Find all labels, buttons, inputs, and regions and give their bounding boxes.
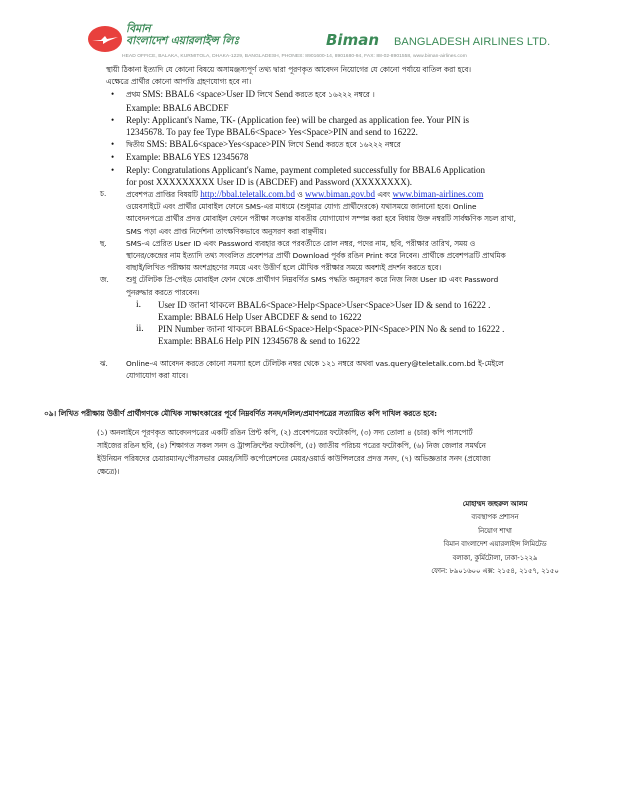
sub-item-line: User ID জানা থাকলে BBAL6<Space>Help<Space>User<Space>User ID & send to 16222 . bbox=[158, 299, 491, 310]
reply-line: for post XXXXXXXXX User ID is (ABCDEF) and Password (XXXXXXXX). bbox=[126, 176, 412, 187]
section-required-documents bbox=[44, 408, 564, 478]
required-documents-list bbox=[97, 426, 557, 478]
brand-name: Biman bbox=[326, 31, 380, 49]
documents-line: ইউনিয়ন পরিষদের চেয়ারম্যান/পৌরসভার মেয়র/সিটি কর্পোরেশনের মেয়র/ওয়ার্ড কাউন্সিলরের প্রদত্ত সনদ, (৭) অভিজ্ঞতার সনদ (প্রযোজ্য bbox=[97, 454, 491, 463]
sms-step-label: প্রথম bbox=[126, 90, 143, 100]
sms-reply-first bbox=[106, 114, 556, 138]
company-name-english: BANGLADESH AIRLINES LTD. bbox=[394, 36, 551, 48]
item-line: Online-এ আবেদন করতে কোনো সমস্যা হলে টেলিটক নম্বর থেকে ১২১ নম্বরে অথবা vas.query@teletalk.com.bd ই-মেইলে bbox=[126, 358, 504, 368]
item-download-admit-card bbox=[100, 238, 556, 275]
item-line: আবেদনপত্রে প্রার্থীর প্রদত্ত মোবাইল ফোনে পরীক্ষা সংক্রান্ত যাবতীয় যোগাযোগ সম্পন্ন করা হবে বিধায় উক্ত নম্বরটি সার্বক্ষণিক সচল রাখা, bbox=[126, 214, 516, 224]
documents-line: ক্ষেত্রে)। bbox=[97, 467, 120, 476]
item-line: SMS পড়া এবং প্রাপ্ত নির্দেশনা তাৎক্ষণিকভাবে অনুসরণ করা বাঞ্ছনীয়। bbox=[126, 226, 327, 236]
sms-command: SMS: BBAL6 <space>User ID bbox=[142, 89, 255, 100]
intro-paragraph bbox=[106, 64, 556, 88]
sub-item-example: Example: BBAL6 Help PIN 12345678 & send to 16222 bbox=[158, 336, 360, 347]
documents-line: সাইজের রঙিন ছবি, (৪) শিক্ষাগত সকল সনদ ও ট্রান্সক্রিপ্টের ফটোকপি, (৫) জাতীয় পরিচয় পত্রের ফটোকপি, (৬) নিজ জেলার সমর্থনে bbox=[97, 441, 486, 450]
sms-example: Example: BBAL6 ABCDEF bbox=[126, 102, 229, 113]
head-office-address: HEAD OFFICE, BALAKA, KURMITOLA, DHAKA-1229, BANGLADESH, PHONES: 8901600-14, 8901680-94, FAX: 88-02-8901558, www.biman-airlines.com bbox=[122, 54, 467, 59]
bullet: • bbox=[111, 114, 115, 125]
recover-user-id bbox=[106, 299, 556, 323]
biman-logo-icon bbox=[88, 26, 122, 52]
signatory-organization: বিমান বাংলাদেশ এয়ারলাইন্স লিমিটেড bbox=[443, 540, 547, 549]
reply-line: Reply: Applicant's Name, TK- (Application fee) will be charged as application fee. Your PIN is bbox=[126, 114, 469, 125]
item-line: বাছাই/লিখিত পরীক্ষায় অংশগ্রহণের সময়ে এবং উত্তীর্ণ হলে মৌখিক পরীক্ষার সময়ে অবশ্যই প্রদর্শন করতে হবে। bbox=[126, 263, 442, 273]
signatory-department: নিয়োগ শাখা bbox=[478, 526, 512, 535]
sms-text: লিখে bbox=[254, 90, 275, 100]
item-line: পুনরুদ্ধার করতে পারবেন। bbox=[126, 287, 200, 297]
item-marker: চ. bbox=[100, 189, 107, 199]
bullet: • bbox=[111, 164, 115, 175]
letterhead bbox=[88, 22, 588, 66]
biman-airlines-link[interactable]: www.biman-airlines.com bbox=[392, 189, 484, 200]
biman-gov-link[interactable]: www.biman.gov.bd bbox=[304, 189, 376, 200]
item-text: প্রবেশপত্র প্রাপ্তির বিষয়টি bbox=[126, 190, 201, 200]
documents-line: (১) অনলাইনে পূরণকৃত আবেদনপত্রের একটি রঙিন প্রিন্ট কপি, (২) প্রবেশপত্রের ফটোকপি, (৩) সদ্য তোলা ৪ (চার) কপি পাসপোর্ট bbox=[97, 428, 473, 437]
item-marker: জ. bbox=[100, 275, 109, 285]
item-admit-card-notice bbox=[100, 188, 556, 238]
company-name-bn-line1: বিমান bbox=[126, 22, 151, 35]
sub-item-example: Example: BBAL6 Help User ABCDEF & send to 16222 bbox=[158, 312, 362, 323]
item-line: যোগাযোগ করা যাবে। bbox=[126, 370, 189, 380]
sms-destination: করতে হবে ১৬২২২ নম্বরে bbox=[323, 140, 401, 150]
reply-line: 12345678. To pay fee Type BBAL6<Space> Yes<Space>PIN and send to 16222. bbox=[126, 127, 418, 138]
document-body bbox=[100, 64, 556, 382]
item-line: স্থানের/কেন্দ্রের নাম ইত্যাদি তথ্য সংবলিত প্রবেশপত্র প্রার্থী Download পূর্বক রঙিন Print করে নিবেন। প্রার্থীকে প্রবেশপত্রটি প্রাথমিক bbox=[126, 251, 506, 261]
item-marker: ছ. bbox=[100, 238, 107, 248]
item-marker: ঝ. bbox=[100, 358, 108, 368]
signatory-name: মোহাম্মদ জহুরুল আলম bbox=[462, 500, 528, 508]
intro-line: স্থায়ী ঠিকানা ইত্যাদি যে কোনো বিষয়ে অসামঞ্জস্যপূর্ণ তথ্য দ্বারা পূরণকৃত আবেদন নিয়োগের যে কোনো পর্যায়ে বাতিল করা হবে। bbox=[106, 65, 472, 74]
sms-step-second bbox=[106, 138, 556, 151]
item-recover-credentials bbox=[100, 274, 556, 298]
item-line: শুধু টেলিটক প্রি-পেইড মোবাইল ফোন থেকে প্রার্থীগণ নিম্নবর্ণিত SMS পদ্ধতি অনুসরণ করে নিজ নিজ User ID এবং Password bbox=[126, 275, 499, 285]
signatory-phone: ফোন: ৮৯০১৬০০ এক্স: ২১৫৪, ২১৫৭, ২১৫০ bbox=[431, 567, 559, 576]
sms-text: Send bbox=[274, 89, 293, 100]
sub-item-marker: ii. bbox=[136, 324, 144, 335]
item-line: SMS-এ প্রেরিত User ID এবং Password ব্যবহার করে পরবর্তীতে রোল নম্বর, পদের নাম, ছবি, পরীক্ষার তারিখ, সময় ও bbox=[126, 238, 476, 248]
signature-block bbox=[410, 498, 580, 578]
teletalk-link[interactable]: http://bbal.teletalk.com.bd bbox=[200, 189, 295, 200]
sms-example-second bbox=[106, 151, 556, 163]
reply-line: Reply: Congratulations Applicant's Name, payment completed successfully for BBAL6 Application bbox=[126, 164, 486, 175]
bullet: • bbox=[111, 139, 115, 150]
intro-line: এক্ষেত্রে প্রার্থীর কোনো আপত্তি গ্রহণযোগ্য হবে না। bbox=[106, 77, 252, 87]
sms-text: লিখে bbox=[285, 140, 306, 150]
recover-pin bbox=[106, 323, 556, 347]
item-line: ওয়েবসাইটে এবং প্রার্থীর মোবাইল ফোনে SMS-এর মাধ্যমে (শুধুমাত্র যোগ্য প্রার্থীদেরকে) যথাসময়ে জানানো হবে। Online bbox=[126, 202, 477, 212]
signatory-address: বলাকা, কুর্মিটোলা, ঢাকা-১২২৯ bbox=[452, 553, 538, 562]
sms-destination: করতে হবে ১৬২২২ নম্বরে । bbox=[292, 90, 375, 100]
company-name-bn-line2: বাংলাদেশ এয়ারলাইন্স লিঃ bbox=[126, 34, 239, 47]
bullet: • bbox=[111, 89, 115, 100]
sms-reply-second bbox=[106, 164, 556, 188]
bullet: • bbox=[111, 152, 115, 163]
sms-step-label: দ্বিতীয় bbox=[126, 140, 147, 150]
sms-step-first bbox=[106, 88, 556, 113]
sub-item-marker: i. bbox=[136, 299, 142, 310]
item-support-contact bbox=[100, 358, 556, 382]
sms-example: Example: BBAL6 YES 12345678 bbox=[126, 152, 249, 163]
signatory-designation: ব্যবস্থাপক প্রশাসন bbox=[471, 513, 519, 522]
section-heading: ০৯। লিখিত পরীক্ষায় উত্তীর্ণ প্রার্থীগণকে মৌখিক সাক্ষাৎকারের পূর্বে নিম্নবর্ণিত সনদ/দলিল/প্রমাণপত্রের সত্যায়িত কপি দাখিল করতে হবে: bbox=[44, 409, 438, 418]
item-text: এবং bbox=[375, 190, 393, 200]
sub-item-line: PIN Number জানা থাকলে BBAL6<Space>Help<Space>PIN<Space>PIN No & send to 16222 . bbox=[158, 324, 505, 335]
sms-text: Send bbox=[305, 139, 324, 150]
company-name-bengali bbox=[126, 23, 239, 46]
item-text: ও bbox=[294, 190, 305, 200]
sms-command: SMS: BBAL6<space>Yes<space>PIN bbox=[146, 139, 286, 150]
